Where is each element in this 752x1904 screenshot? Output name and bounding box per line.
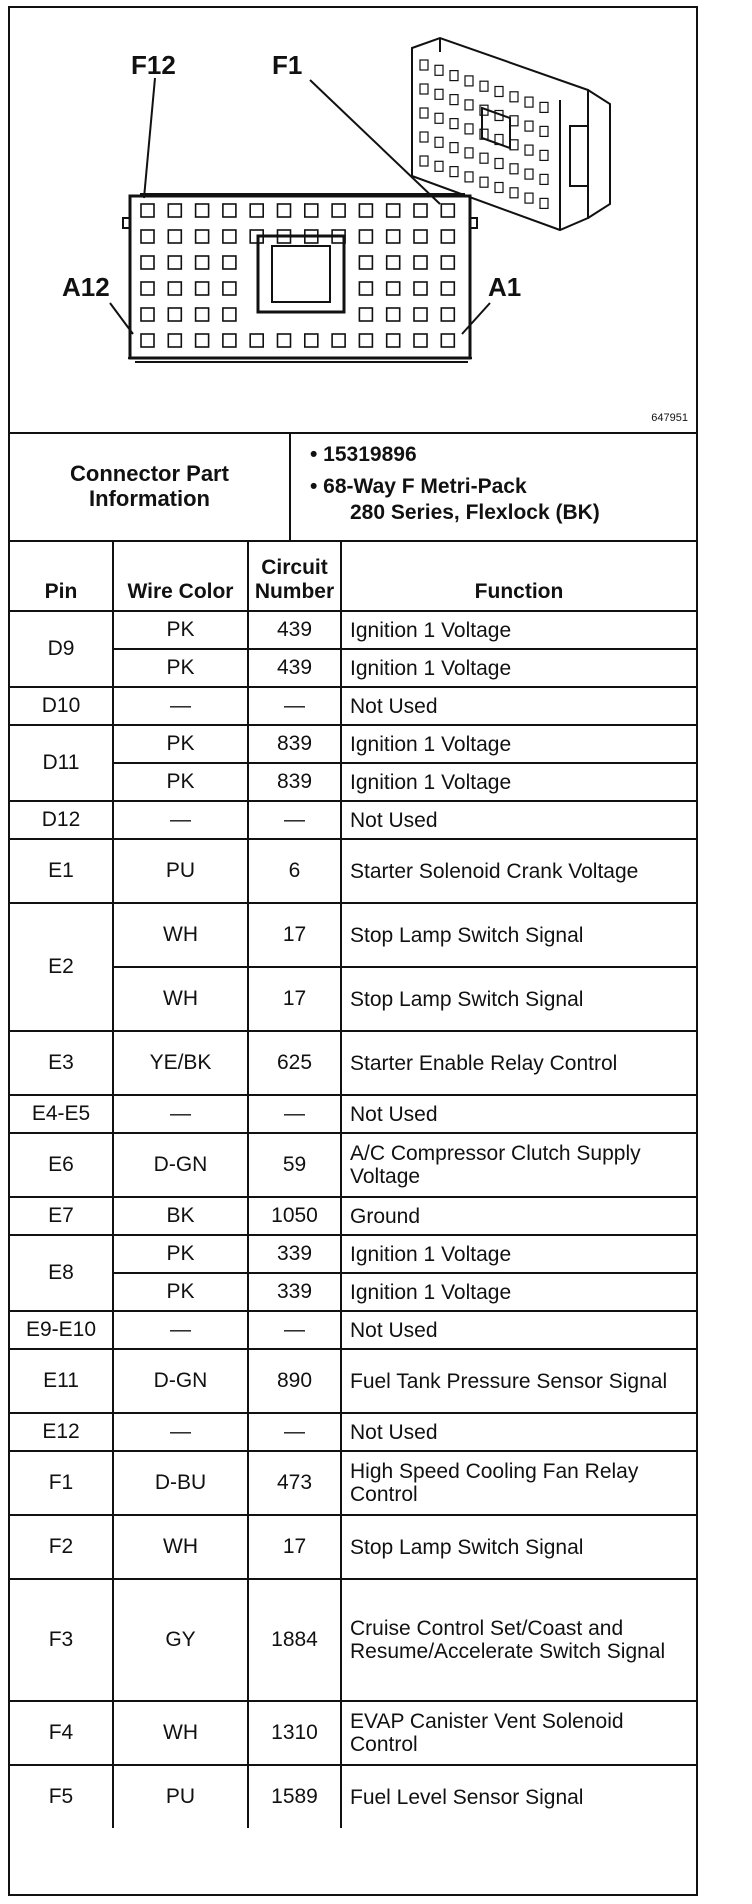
cell-pin: D9 bbox=[10, 611, 113, 687]
pin-cavity bbox=[359, 308, 372, 321]
cell-pin: E7 bbox=[10, 1197, 113, 1235]
cell-function: A/C Compressor Clutch Supply Voltage bbox=[341, 1133, 696, 1197]
cell-pin: F1 bbox=[10, 1451, 113, 1515]
cell-pin: E3 bbox=[10, 1031, 113, 1095]
cell-circuit-number: 439 bbox=[248, 611, 341, 649]
pin-cavity bbox=[141, 334, 154, 347]
pin-cavity bbox=[441, 334, 454, 347]
pin-cavity bbox=[414, 204, 427, 217]
pin-cavity bbox=[141, 256, 154, 269]
cell-circuit-number: 439 bbox=[248, 649, 341, 687]
table-row bbox=[10, 967, 696, 1031]
cell-circuit-number: 17 bbox=[248, 903, 341, 967]
pin-cavity bbox=[387, 308, 400, 321]
pin-cavity bbox=[141, 230, 154, 243]
iso-pin-cavity bbox=[540, 150, 548, 160]
cell-circuit-number: 1884 bbox=[248, 1579, 341, 1701]
pin-cavity bbox=[441, 230, 454, 243]
cell-function: Starter Enable Relay Control bbox=[341, 1031, 696, 1095]
table-row bbox=[10, 1095, 696, 1133]
header-wire-color: Wire Color bbox=[113, 541, 248, 611]
iso-pin-cavity bbox=[510, 140, 518, 150]
table-row bbox=[10, 1413, 696, 1451]
iso-pin-cavity bbox=[510, 164, 518, 174]
cell-wire-color: PK bbox=[113, 611, 248, 649]
cell-wire-color: D-GN bbox=[113, 1349, 248, 1413]
iso-pin-cavity bbox=[465, 148, 473, 158]
cell-wire-color: — bbox=[113, 1413, 248, 1451]
iso-pin-cavity bbox=[525, 169, 533, 179]
cell-circuit-number: 17 bbox=[248, 967, 341, 1031]
table-row bbox=[10, 1235, 696, 1273]
iso-pin-cavity bbox=[510, 116, 518, 126]
cell-circuit-number: 17 bbox=[248, 1515, 341, 1579]
cell-function: Ignition 1 Voltage bbox=[341, 611, 696, 649]
cell-function: Ignition 1 Voltage bbox=[341, 725, 696, 763]
iso-pin-cavity bbox=[465, 100, 473, 110]
cell-circuit-number: 839 bbox=[248, 725, 341, 763]
cell-function: High Speed Cooling Fan Relay Control bbox=[341, 1451, 696, 1515]
pin-cavity bbox=[441, 256, 454, 269]
pin-cavity bbox=[141, 282, 154, 295]
pin-cavity bbox=[387, 230, 400, 243]
cell-circuit-number: 59 bbox=[248, 1133, 341, 1197]
figure-number: 647951 bbox=[651, 412, 688, 424]
label-a12: A12 bbox=[62, 272, 110, 302]
cell-wire-color: PK bbox=[113, 649, 248, 687]
cell-function: Not Used bbox=[341, 687, 696, 725]
cell-circuit-number: — bbox=[248, 801, 341, 839]
iso-pin-cavity bbox=[420, 60, 428, 70]
pin-cavity bbox=[196, 230, 209, 243]
iso-pin-cavity bbox=[525, 121, 533, 131]
cell-wire-color: YE/BK bbox=[113, 1031, 248, 1095]
cell-circuit-number: 1050 bbox=[248, 1197, 341, 1235]
pin-cavity bbox=[305, 334, 318, 347]
pin-cavity bbox=[223, 204, 236, 217]
pin-cavity bbox=[168, 308, 181, 321]
label-f12: F12 bbox=[131, 50, 176, 80]
cell-circuit-number: — bbox=[248, 1095, 341, 1133]
pin-cavity bbox=[387, 334, 400, 347]
table-row bbox=[10, 1451, 696, 1515]
iso-pin-cavity bbox=[525, 145, 533, 155]
cell-wire-color: GY bbox=[113, 1579, 248, 1701]
pin-cavity bbox=[168, 334, 181, 347]
cell-function: Ignition 1 Voltage bbox=[341, 763, 696, 801]
cell-function: Ground bbox=[341, 1197, 696, 1235]
iso-pin-cavity bbox=[450, 119, 458, 129]
pin-cavity bbox=[223, 230, 236, 243]
pin-cavity bbox=[305, 204, 318, 217]
pin-cavity bbox=[414, 334, 427, 347]
cell-pin: F4 bbox=[10, 1701, 113, 1765]
iso-pin-cavity bbox=[450, 95, 458, 105]
cell-function: Cruise Control Set/Coast and Resume/Accelerate Switch Signal bbox=[341, 1579, 696, 1701]
table-row bbox=[10, 649, 696, 687]
cell-circuit-number: — bbox=[248, 687, 341, 725]
pin-cavity bbox=[387, 204, 400, 217]
connector-diagram bbox=[10, 8, 696, 434]
cell-wire-color: BK bbox=[113, 1197, 248, 1235]
cell-function: Starter Solenoid Crank Voltage bbox=[341, 839, 696, 903]
connector-sheet bbox=[8, 6, 698, 1896]
cell-wire-color: D-BU bbox=[113, 1451, 248, 1515]
table-row bbox=[10, 1133, 696, 1197]
cell-wire-color: PK bbox=[113, 1273, 248, 1311]
cell-circuit-number: 6 bbox=[248, 839, 341, 903]
cell-function: Fuel Level Sensor Signal bbox=[341, 1765, 696, 1828]
iso-pin-cavity bbox=[450, 71, 458, 81]
iso-pin-cavity bbox=[540, 174, 548, 184]
pin-cavity bbox=[196, 256, 209, 269]
table-row bbox=[10, 1311, 696, 1349]
cell-pin: D10 bbox=[10, 687, 113, 725]
cell-wire-color: WH bbox=[113, 1515, 248, 1579]
iso-pin-cavity bbox=[420, 108, 428, 118]
table-row bbox=[10, 725, 696, 763]
cell-circuit-number: 839 bbox=[248, 763, 341, 801]
iso-pin-cavity bbox=[480, 81, 488, 91]
cell-pin: E12 bbox=[10, 1413, 113, 1451]
iso-pin-cavity bbox=[435, 137, 443, 147]
label-a1: A1 bbox=[488, 272, 522, 302]
pin-cavity bbox=[441, 204, 454, 217]
cell-pin: E1 bbox=[10, 839, 113, 903]
pin-cavity bbox=[359, 256, 372, 269]
pin-cavity bbox=[250, 334, 263, 347]
iso-pin-cavity bbox=[420, 132, 428, 142]
cell-function: Stop Lamp Switch Signal bbox=[341, 967, 696, 1031]
cell-wire-color: D-GN bbox=[113, 1133, 248, 1197]
pin-cavity bbox=[196, 334, 209, 347]
cell-pin: D11 bbox=[10, 725, 113, 801]
iso-pin-cavity bbox=[540, 126, 548, 136]
iso-pin-cavity bbox=[465, 172, 473, 182]
cell-circuit-number: 890 bbox=[248, 1349, 341, 1413]
cell-function: Not Used bbox=[341, 1413, 696, 1451]
iso-pin-cavity bbox=[465, 76, 473, 86]
cell-wire-color: PK bbox=[113, 725, 248, 763]
cell-function: Stop Lamp Switch Signal bbox=[341, 903, 696, 967]
cell-function: EVAP Canister Vent Solenoid Control bbox=[341, 1701, 696, 1765]
cell-wire-color: PK bbox=[113, 1235, 248, 1273]
header-function: Function bbox=[341, 541, 696, 611]
cell-function: Ignition 1 Voltage bbox=[341, 1235, 696, 1273]
pin-cavity bbox=[414, 282, 427, 295]
pin-cavity bbox=[196, 308, 209, 321]
pin-cavity bbox=[414, 230, 427, 243]
header-pin: Pin bbox=[10, 541, 113, 611]
cell-wire-color: WH bbox=[113, 903, 248, 967]
table-row bbox=[10, 1031, 696, 1095]
header-circuit-number: Circuit Number bbox=[248, 541, 341, 611]
pin-cavity bbox=[168, 282, 181, 295]
iso-pin-cavity bbox=[495, 183, 503, 193]
cell-circuit-number: 339 bbox=[248, 1235, 341, 1273]
pin-cavity bbox=[223, 256, 236, 269]
table-row bbox=[10, 1273, 696, 1311]
pin-cavity bbox=[278, 204, 291, 217]
pin-cavity bbox=[441, 308, 454, 321]
table-row bbox=[10, 1515, 696, 1579]
cell-wire-color: WH bbox=[113, 1701, 248, 1765]
cell-function: Ignition 1 Voltage bbox=[341, 649, 696, 687]
table-row bbox=[10, 1579, 696, 1701]
cell-wire-color: — bbox=[113, 1311, 248, 1349]
cell-wire-color: PK bbox=[113, 763, 248, 801]
table-row bbox=[10, 687, 696, 725]
cell-function: Not Used bbox=[341, 1095, 696, 1133]
pin-cavity bbox=[387, 256, 400, 269]
pinout-table bbox=[10, 540, 696, 1828]
iso-pin-cavity bbox=[540, 198, 548, 208]
pin-cavity bbox=[387, 282, 400, 295]
iso-pin-cavity bbox=[435, 161, 443, 171]
pin-cavity bbox=[223, 282, 236, 295]
pin-cavity bbox=[196, 204, 209, 217]
cell-pin: D12 bbox=[10, 801, 113, 839]
pin-cavity bbox=[414, 308, 427, 321]
pin-cavity bbox=[414, 256, 427, 269]
iso-pin-cavity bbox=[420, 84, 428, 94]
cell-wire-color: PU bbox=[113, 1765, 248, 1828]
cell-wire-color: PU bbox=[113, 839, 248, 903]
pin-cavity bbox=[250, 204, 263, 217]
cell-wire-color: — bbox=[113, 801, 248, 839]
cell-pin: E11 bbox=[10, 1349, 113, 1413]
cell-wire-color: WH bbox=[113, 967, 248, 1031]
cell-pin: E8 bbox=[10, 1235, 113, 1311]
pin-cavity bbox=[441, 282, 454, 295]
cell-pin: E2 bbox=[10, 903, 113, 1031]
table-row bbox=[10, 611, 696, 649]
iso-pin-cavity bbox=[510, 188, 518, 198]
cell-pin: F3 bbox=[10, 1579, 113, 1701]
pin-cavity bbox=[223, 308, 236, 321]
cell-wire-color: — bbox=[113, 1095, 248, 1133]
cell-pin: E6 bbox=[10, 1133, 113, 1197]
pin-cavity bbox=[359, 230, 372, 243]
pin-cavity bbox=[278, 334, 291, 347]
iso-pin-cavity bbox=[435, 113, 443, 123]
cell-circuit-number: 1310 bbox=[248, 1701, 341, 1765]
table-row bbox=[10, 763, 696, 801]
iso-pin-cavity bbox=[465, 124, 473, 134]
iso-pin-cavity bbox=[450, 143, 458, 153]
pin-cavity bbox=[168, 256, 181, 269]
cell-circuit-number: — bbox=[248, 1311, 341, 1349]
table-row bbox=[10, 1765, 696, 1828]
cell-function: Not Used bbox=[341, 1311, 696, 1349]
connector-part-info bbox=[10, 432, 696, 542]
cell-function: Stop Lamp Switch Signal bbox=[341, 1515, 696, 1579]
cell-pin: F5 bbox=[10, 1765, 113, 1828]
pin-cavity bbox=[359, 334, 372, 347]
cell-function: Not Used bbox=[341, 801, 696, 839]
cell-function: Ignition 1 Voltage bbox=[341, 1273, 696, 1311]
connector-face-drawing bbox=[10, 8, 696, 432]
part-number: • 15319896 bbox=[310, 443, 417, 466]
pin-cavity bbox=[359, 204, 372, 217]
iso-pin-cavity bbox=[435, 89, 443, 99]
cell-pin: E4-E5 bbox=[10, 1095, 113, 1133]
table-header-row bbox=[10, 541, 696, 611]
cell-pin: F2 bbox=[10, 1515, 113, 1579]
pin-cavity bbox=[196, 282, 209, 295]
table-row bbox=[10, 1349, 696, 1413]
iso-pin-cavity bbox=[495, 87, 503, 97]
pin-cavity bbox=[168, 230, 181, 243]
part-description: • 68-Way F Metri-Pack 280 Series, Flexlock (BK) bbox=[310, 475, 600, 524]
iso-pin-cavity bbox=[480, 177, 488, 187]
iso-pin-cavity bbox=[495, 159, 503, 169]
pin-cavity bbox=[141, 204, 154, 217]
pin-cavity bbox=[141, 308, 154, 321]
cell-circuit-number: 1589 bbox=[248, 1765, 341, 1828]
pin-cavity bbox=[332, 204, 345, 217]
table-row bbox=[10, 1197, 696, 1235]
cell-circuit-number: — bbox=[248, 1413, 341, 1451]
iso-pin-cavity bbox=[540, 102, 548, 112]
part-info-heading: Connector Part Information bbox=[10, 432, 291, 540]
iso-pin-cavity bbox=[435, 65, 443, 75]
cell-pin: E9-E10 bbox=[10, 1311, 113, 1349]
table-row bbox=[10, 801, 696, 839]
pin-cavity bbox=[332, 334, 345, 347]
iso-pin-cavity bbox=[450, 167, 458, 177]
label-f1: F1 bbox=[272, 50, 303, 80]
cell-function: Fuel Tank Pressure Sensor Signal bbox=[341, 1349, 696, 1413]
iso-pin-cavity bbox=[420, 156, 428, 166]
iso-pin-cavity bbox=[480, 153, 488, 163]
cell-circuit-number: 473 bbox=[248, 1451, 341, 1515]
table-row bbox=[10, 839, 696, 903]
table-row bbox=[10, 903, 696, 967]
iso-pin-cavity bbox=[525, 193, 533, 203]
cell-circuit-number: 625 bbox=[248, 1031, 341, 1095]
pin-cavity bbox=[223, 334, 236, 347]
part-info-details bbox=[310, 442, 600, 532]
iso-pin-cavity bbox=[525, 97, 533, 107]
cell-circuit-number: 339 bbox=[248, 1273, 341, 1311]
cell-wire-color: — bbox=[113, 687, 248, 725]
table-row bbox=[10, 1701, 696, 1765]
pin-cavity bbox=[168, 204, 181, 217]
iso-pin-cavity bbox=[510, 92, 518, 102]
pin-cavity bbox=[359, 282, 372, 295]
